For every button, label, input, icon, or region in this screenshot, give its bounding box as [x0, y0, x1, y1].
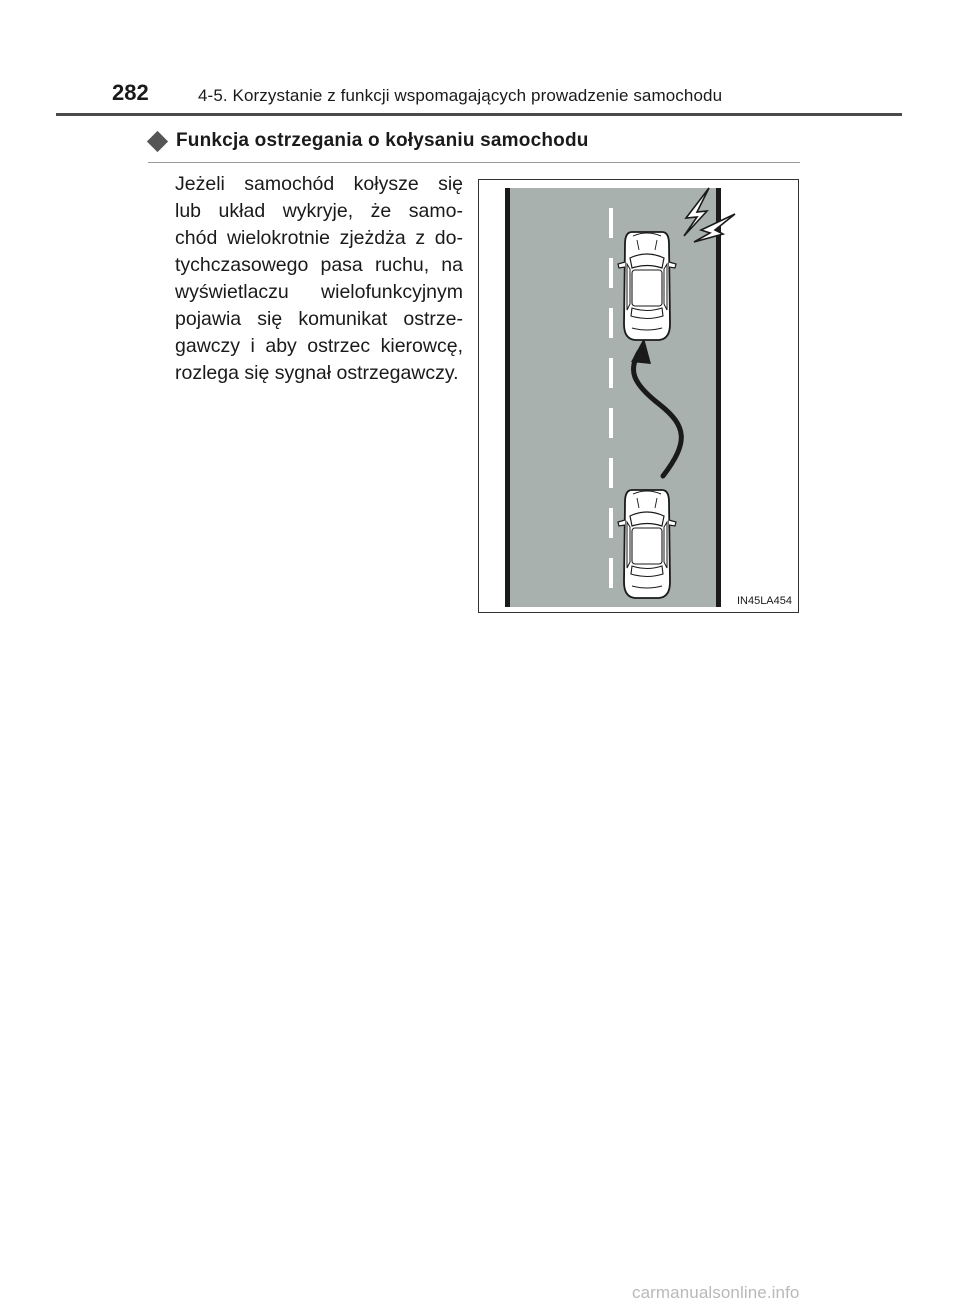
diamond-bullet-icon	[147, 130, 168, 151]
header-divider	[56, 113, 902, 116]
body-line: Jeżeli samochód kołysze się	[175, 173, 463, 195]
chapter-title: 4-5. Korzystanie z funkcji wspomagających prowadzenie samochodu	[198, 86, 723, 105]
watermark: carmanualsonline.info	[632, 1283, 800, 1302]
page-number: 282	[112, 80, 149, 105]
car-departing	[618, 232, 676, 340]
car-original	[618, 490, 676, 598]
illustration-svg	[479, 180, 800, 614]
body-line: lub układ wykryje, że samo-	[175, 200, 463, 222]
section-heading	[148, 130, 589, 152]
right-lane-edge	[716, 188, 721, 607]
left-lane-edge	[505, 188, 510, 607]
body-paragraph	[175, 171, 463, 387]
section-divider	[148, 162, 800, 163]
body-line: rozlega się sygnał ostrzegawczy.	[175, 362, 459, 384]
body-line: gawczy i aby ostrzec kierowcę,	[175, 335, 463, 357]
body-line: chód wielokrotnie zjeżdża z do-	[175, 227, 463, 249]
section-title: Funkcja ostrzegania o kołysaniu samochodu	[176, 130, 589, 151]
body-line: tychczasowego pasa ruchu, na	[175, 254, 463, 276]
body-line: pojawia się komunikat ostrze-	[175, 308, 463, 330]
body-line: wyświetlaczu wielofunkcyjnym	[175, 281, 463, 303]
road-surface	[507, 188, 719, 607]
lane-departure-illustration	[478, 179, 799, 613]
figure-code: IN45LA454	[736, 595, 792, 607]
